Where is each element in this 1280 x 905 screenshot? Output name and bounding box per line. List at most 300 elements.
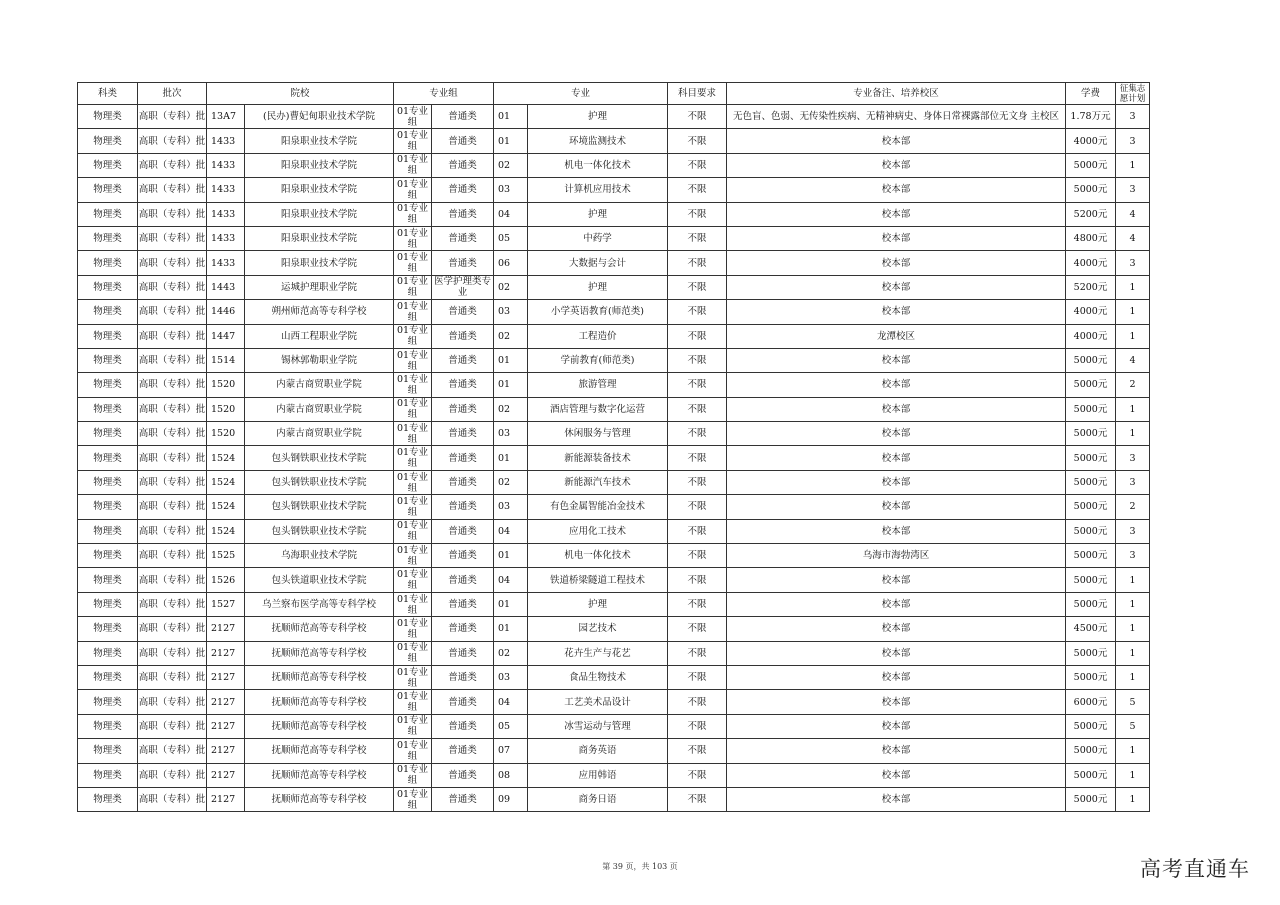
cell-remarks: 校本部	[727, 226, 1066, 250]
cell-batch: 高职（专科）批	[138, 251, 207, 275]
cell-major-name: 应用化工技术	[528, 519, 668, 543]
cell-remarks: 乌海市海勃湾区	[727, 544, 1066, 568]
cell-plan: 1	[1116, 275, 1150, 299]
cell-subject-requirement: 不限	[668, 544, 727, 568]
cell-remarks: 校本部	[727, 446, 1066, 470]
cell-category: 物理类	[78, 348, 138, 372]
cell-tuition: 5000元	[1066, 787, 1116, 811]
cell-subject-requirement: 不限	[668, 592, 727, 616]
cell-school-code: 1526	[207, 568, 245, 592]
cell-category: 物理类	[78, 251, 138, 275]
cell-plan: 3	[1116, 544, 1150, 568]
cell-plan: 1	[1116, 568, 1150, 592]
cell-subject-requirement: 不限	[668, 787, 727, 811]
cell-batch: 高职（专科）批	[138, 348, 207, 372]
cell-plan: 5	[1116, 690, 1150, 714]
cell-plan: 5	[1116, 714, 1150, 738]
table-row	[78, 592, 1150, 616]
cell-category: 物理类	[78, 763, 138, 787]
cell-group: 01专业组	[394, 397, 432, 421]
cell-school-name: 阳泉职业技术学院	[245, 129, 394, 153]
table-row	[78, 275, 1150, 299]
cell-subject-requirement: 不限	[668, 275, 727, 299]
cell-plan: 1	[1116, 763, 1150, 787]
cell-batch: 高职（专科）批	[138, 495, 207, 519]
cell-remarks: 校本部	[727, 495, 1066, 519]
table-row	[78, 665, 1150, 689]
cell-batch: 高职（专科）批	[138, 763, 207, 787]
cell-major-name: 工艺美术品设计	[528, 690, 668, 714]
cell-tuition: 5200元	[1066, 275, 1116, 299]
cell-major-name: 食品生物技术	[528, 665, 668, 689]
cell-school-code: 1520	[207, 422, 245, 446]
cell-school-name: 抚顺师范高等专科学校	[245, 714, 394, 738]
cell-batch: 高职（专科）批	[138, 129, 207, 153]
cell-tuition: 5000元	[1066, 592, 1116, 616]
cell-remarks: 校本部	[727, 300, 1066, 324]
cell-category: 物理类	[78, 519, 138, 543]
table-row	[78, 324, 1150, 348]
cell-school-name: 乌兰察布医学高等专科学校	[245, 592, 394, 616]
cell-plan: 3	[1116, 470, 1150, 494]
cell-school-code: 1447	[207, 324, 245, 348]
cell-group: 01专业组	[394, 495, 432, 519]
cell-tuition: 5000元	[1066, 495, 1116, 519]
cell-remarks: 校本部	[727, 714, 1066, 738]
page-footer: 第 39 页，共 103 页	[602, 862, 678, 871]
cell-major-code: 01	[494, 592, 528, 616]
cell-remarks: 校本部	[727, 348, 1066, 372]
cell-subject-requirement: 不限	[668, 519, 727, 543]
cell-major-name: 有色金属智能冶金技术	[528, 495, 668, 519]
cell-major-code: 01	[494, 617, 528, 641]
cell-category: 物理类	[78, 470, 138, 494]
cell-major-name: 计算机应用技术	[528, 178, 668, 202]
cell-group: 01专业组	[394, 544, 432, 568]
cell-major-code: 08	[494, 763, 528, 787]
cell-remarks: 校本部	[727, 470, 1066, 494]
cell-major-code: 02	[494, 470, 528, 494]
cell-batch: 高职（专科）批	[138, 714, 207, 738]
admissions-table	[77, 82, 1150, 812]
cell-group-type: 医学护理类专业	[432, 275, 494, 299]
cell-subject-requirement: 不限	[668, 373, 727, 397]
cell-major-name: 大数据与会计	[528, 251, 668, 275]
cell-school-code: 1524	[207, 446, 245, 470]
cell-plan: 1	[1116, 641, 1150, 665]
cell-subject-requirement: 不限	[668, 763, 727, 787]
cell-school-code: 1443	[207, 275, 245, 299]
table-row	[78, 787, 1150, 811]
cell-school-code: 2127	[207, 665, 245, 689]
cell-major-name: 工程造价	[528, 324, 668, 348]
cell-major-code: 02	[494, 324, 528, 348]
table-row	[78, 446, 1150, 470]
header-batch: 批次	[138, 83, 207, 105]
cell-group-type: 普通类	[432, 470, 494, 494]
cell-tuition: 5000元	[1066, 763, 1116, 787]
cell-plan: 3	[1116, 446, 1150, 470]
watermark-logo: 高考直通车	[1140, 857, 1250, 881]
cell-category: 物理类	[78, 153, 138, 177]
cell-remarks: 校本部	[727, 568, 1066, 592]
table-row	[78, 617, 1150, 641]
cell-school-code: 1514	[207, 348, 245, 372]
cell-subject-requirement: 不限	[668, 739, 727, 763]
table-row	[78, 714, 1150, 738]
header-row	[78, 83, 1150, 105]
table-row	[78, 226, 1150, 250]
cell-major-code: 07	[494, 739, 528, 763]
cell-category: 物理类	[78, 129, 138, 153]
table-row	[78, 105, 1150, 129]
cell-remarks: 龙潭校区	[727, 324, 1066, 348]
cell-school-name: 运城护理职业学院	[245, 275, 394, 299]
cell-group-type: 普通类	[432, 690, 494, 714]
cell-batch: 高职（专科）批	[138, 300, 207, 324]
cell-subject-requirement: 不限	[668, 178, 727, 202]
cell-category: 物理类	[78, 787, 138, 811]
cell-group: 01专业组	[394, 690, 432, 714]
cell-group: 01专业组	[394, 787, 432, 811]
cell-major-code: 02	[494, 275, 528, 299]
cell-plan: 1	[1116, 665, 1150, 689]
cell-major-code: 03	[494, 495, 528, 519]
cell-major-name: 新能源汽车技术	[528, 470, 668, 494]
table-row	[78, 178, 1150, 202]
cell-group-type: 普通类	[432, 300, 494, 324]
cell-batch: 高职（专科）批	[138, 544, 207, 568]
cell-group: 01专业组	[394, 324, 432, 348]
cell-group: 01专业组	[394, 470, 432, 494]
cell-school-name: 内蒙古商贸职业学院	[245, 373, 394, 397]
cell-school-code: 2127	[207, 714, 245, 738]
cell-group: 01专业组	[394, 422, 432, 446]
cell-category: 物理类	[78, 714, 138, 738]
cell-remarks: 校本部	[727, 202, 1066, 226]
cell-group-type: 普通类	[432, 519, 494, 543]
cell-tuition: 5000元	[1066, 397, 1116, 421]
cell-major-name: 商务英语	[528, 739, 668, 763]
cell-group: 01专业组	[394, 105, 432, 129]
cell-school-name: 阳泉职业技术学院	[245, 226, 394, 250]
cell-group-type: 普通类	[432, 592, 494, 616]
cell-major-code: 03	[494, 422, 528, 446]
cell-group-type: 普通类	[432, 153, 494, 177]
table-row	[78, 397, 1150, 421]
cell-group-type: 普通类	[432, 129, 494, 153]
table-row	[78, 373, 1150, 397]
cell-school-name: 抚顺师范高等专科学校	[245, 617, 394, 641]
cell-school-name: 阳泉职业技术学院	[245, 202, 394, 226]
cell-batch: 高职（专科）批	[138, 519, 207, 543]
cell-school-code: 1433	[207, 251, 245, 275]
cell-tuition: 4000元	[1066, 129, 1116, 153]
header-school: 院校	[207, 83, 394, 105]
cell-plan: 4	[1116, 226, 1150, 250]
cell-group-type: 普通类	[432, 348, 494, 372]
cell-category: 物理类	[78, 641, 138, 665]
cell-group-type: 普通类	[432, 324, 494, 348]
cell-school-code: 13A7	[207, 105, 245, 129]
cell-major-code: 02	[494, 641, 528, 665]
cell-plan: 4	[1116, 348, 1150, 372]
table-row	[78, 251, 1150, 275]
cell-remarks: 无色盲、色弱、无传染性疾病、无精神病史、身体日常裸露部位无文身 主校区	[727, 105, 1066, 129]
cell-remarks: 校本部	[727, 275, 1066, 299]
cell-tuition: 5000元	[1066, 348, 1116, 372]
cell-plan: 3	[1116, 251, 1150, 275]
cell-group: 01专业组	[394, 739, 432, 763]
cell-major-code: 01	[494, 348, 528, 372]
cell-school-code: 1433	[207, 153, 245, 177]
header-subject-requirement: 科目要求	[668, 83, 727, 105]
table-row	[78, 470, 1150, 494]
cell-major-name: 护理	[528, 275, 668, 299]
cell-tuition: 4000元	[1066, 300, 1116, 324]
cell-remarks: 校本部	[727, 787, 1066, 811]
cell-school-name: 包头钢铁职业技术学院	[245, 446, 394, 470]
cell-subject-requirement: 不限	[668, 641, 727, 665]
cell-subject-requirement: 不限	[668, 470, 727, 494]
cell-batch: 高职（专科）批	[138, 202, 207, 226]
cell-tuition: 5000元	[1066, 544, 1116, 568]
cell-group-type: 普通类	[432, 763, 494, 787]
table-row	[78, 422, 1150, 446]
cell-group: 01专业组	[394, 763, 432, 787]
cell-remarks: 校本部	[727, 592, 1066, 616]
cell-group: 01专业组	[394, 665, 432, 689]
cell-school-code: 2127	[207, 739, 245, 763]
cell-subject-requirement: 不限	[668, 714, 727, 738]
cell-major-name: 机电一体化技术	[528, 153, 668, 177]
cell-subject-requirement: 不限	[668, 129, 727, 153]
cell-category: 物理类	[78, 275, 138, 299]
cell-category: 物理类	[78, 397, 138, 421]
cell-batch: 高职（专科）批	[138, 446, 207, 470]
cell-batch: 高职（专科）批	[138, 641, 207, 665]
cell-category: 物理类	[78, 544, 138, 568]
cell-school-name: 内蒙古商贸职业学院	[245, 397, 394, 421]
cell-batch: 高职（专科）批	[138, 617, 207, 641]
cell-major-code: 05	[494, 226, 528, 250]
cell-tuition: 5000元	[1066, 665, 1116, 689]
cell-category: 物理类	[78, 592, 138, 616]
cell-school-code: 1524	[207, 519, 245, 543]
cell-batch: 高职（专科）批	[138, 787, 207, 811]
cell-tuition: 1.78万元	[1066, 105, 1116, 129]
cell-subject-requirement: 不限	[668, 348, 727, 372]
cell-group: 01专业组	[394, 641, 432, 665]
cell-major-name: 休闲服务与管理	[528, 422, 668, 446]
table-body	[78, 105, 1150, 812]
cell-subject-requirement: 不限	[668, 495, 727, 519]
cell-group-type: 普通类	[432, 665, 494, 689]
cell-remarks: 校本部	[727, 665, 1066, 689]
cell-remarks: 校本部	[727, 763, 1066, 787]
cell-major-name: 花卉生产与花艺	[528, 641, 668, 665]
table-row	[78, 202, 1150, 226]
cell-school-name: 抚顺师范高等专科学校	[245, 763, 394, 787]
cell-major-name: 园艺技术	[528, 617, 668, 641]
cell-group: 01专业组	[394, 178, 432, 202]
cell-subject-requirement: 不限	[668, 446, 727, 470]
header-tuition: 学费	[1066, 83, 1116, 105]
cell-tuition: 5000元	[1066, 373, 1116, 397]
cell-major-code: 02	[494, 397, 528, 421]
cell-school-code: 2127	[207, 617, 245, 641]
cell-group-type: 普通类	[432, 714, 494, 738]
cell-school-code: 1524	[207, 495, 245, 519]
cell-school-code: 1433	[207, 129, 245, 153]
cell-remarks: 校本部	[727, 690, 1066, 714]
cell-remarks: 校本部	[727, 519, 1066, 543]
cell-school-code: 1433	[207, 178, 245, 202]
cell-tuition: 5000元	[1066, 739, 1116, 763]
cell-batch: 高职（专科）批	[138, 373, 207, 397]
cell-school-name: 阳泉职业技术学院	[245, 178, 394, 202]
table-row	[78, 129, 1150, 153]
cell-major-code: 03	[494, 665, 528, 689]
cell-subject-requirement: 不限	[668, 665, 727, 689]
cell-category: 物理类	[78, 422, 138, 446]
cell-group: 01专业组	[394, 617, 432, 641]
cell-group-type: 普通类	[432, 446, 494, 470]
cell-batch: 高职（专科）批	[138, 690, 207, 714]
cell-school-name: 包头钢铁职业技术学院	[245, 495, 394, 519]
cell-remarks: 校本部	[727, 129, 1066, 153]
cell-category: 物理类	[78, 665, 138, 689]
cell-batch: 高职（专科）批	[138, 178, 207, 202]
cell-subject-requirement: 不限	[668, 226, 727, 250]
cell-category: 物理类	[78, 617, 138, 641]
table-row	[78, 568, 1150, 592]
cell-group-type: 普通类	[432, 544, 494, 568]
cell-group-type: 普通类	[432, 226, 494, 250]
cell-plan: 1	[1116, 397, 1150, 421]
cell-plan: 1	[1116, 787, 1150, 811]
table-row	[78, 153, 1150, 177]
table-row	[78, 348, 1150, 372]
cell-remarks: 校本部	[727, 739, 1066, 763]
cell-school-name: 抚顺师范高等专科学校	[245, 739, 394, 763]
cell-remarks: 校本部	[727, 641, 1066, 665]
cell-school-code: 1446	[207, 300, 245, 324]
cell-major-code: 05	[494, 714, 528, 738]
cell-major-code: 04	[494, 568, 528, 592]
cell-tuition: 4500元	[1066, 617, 1116, 641]
cell-group: 01专业组	[394, 714, 432, 738]
cell-school-name: 抚顺师范高等专科学校	[245, 641, 394, 665]
cell-group-type: 普通类	[432, 787, 494, 811]
cell-major-name: 学前教育(师范类)	[528, 348, 668, 372]
cell-tuition: 5000元	[1066, 641, 1116, 665]
table-row	[78, 519, 1150, 543]
cell-school-name: 朔州师范高等专科学校	[245, 300, 394, 324]
cell-school-name: 锡林郭勒职业学院	[245, 348, 394, 372]
cell-school-name: 山西工程职业学院	[245, 324, 394, 348]
cell-category: 物理类	[78, 178, 138, 202]
cell-group-type: 普通类	[432, 202, 494, 226]
cell-major-code: 06	[494, 251, 528, 275]
cell-plan: 3	[1116, 129, 1150, 153]
cell-batch: 高职（专科）批	[138, 153, 207, 177]
cell-school-code: 2127	[207, 690, 245, 714]
cell-group-type: 普通类	[432, 617, 494, 641]
cell-school-name: 包头铁道职业技术学院	[245, 568, 394, 592]
cell-category: 物理类	[78, 226, 138, 250]
cell-remarks: 校本部	[727, 422, 1066, 446]
cell-subject-requirement: 不限	[668, 251, 727, 275]
cell-plan: 1	[1116, 300, 1150, 324]
cell-tuition: 5000元	[1066, 519, 1116, 543]
cell-major-code: 01	[494, 105, 528, 129]
cell-major-code: 01	[494, 129, 528, 153]
cell-subject-requirement: 不限	[668, 153, 727, 177]
cell-major-name: 应用韩语	[528, 763, 668, 787]
cell-subject-requirement: 不限	[668, 422, 727, 446]
cell-remarks: 校本部	[727, 251, 1066, 275]
cell-major-code: 04	[494, 519, 528, 543]
cell-school-code: 1527	[207, 592, 245, 616]
cell-major-name: 中药学	[528, 226, 668, 250]
cell-subject-requirement: 不限	[668, 690, 727, 714]
cell-subject-requirement: 不限	[668, 617, 727, 641]
cell-subject-requirement: 不限	[668, 568, 727, 592]
cell-tuition: 4000元	[1066, 324, 1116, 348]
cell-tuition: 5000元	[1066, 422, 1116, 446]
cell-school-name: 抚顺师范高等专科学校	[245, 787, 394, 811]
cell-school-code: 2127	[207, 641, 245, 665]
table-row	[78, 641, 1150, 665]
cell-plan: 1	[1116, 739, 1150, 763]
table-row	[78, 739, 1150, 763]
cell-batch: 高职（专科）批	[138, 422, 207, 446]
header-major: 专业	[494, 83, 668, 105]
cell-subject-requirement: 不限	[668, 324, 727, 348]
cell-tuition: 4800元	[1066, 226, 1116, 250]
cell-school-name: (民办)曹妃甸职业技术学院	[245, 105, 394, 129]
cell-tuition: 5000元	[1066, 568, 1116, 592]
cell-school-code: 1433	[207, 226, 245, 250]
cell-group: 01专业组	[394, 251, 432, 275]
cell-plan: 3	[1116, 519, 1150, 543]
cell-batch: 高职（专科）批	[138, 105, 207, 129]
cell-plan: 1	[1116, 324, 1150, 348]
cell-group-type: 普通类	[432, 105, 494, 129]
cell-school-name: 包头钢铁职业技术学院	[245, 519, 394, 543]
cell-school-code: 1525	[207, 544, 245, 568]
header-major-group: 专业组	[394, 83, 494, 105]
cell-plan: 4	[1116, 202, 1150, 226]
cell-batch: 高职（专科）批	[138, 592, 207, 616]
cell-group-type: 普通类	[432, 373, 494, 397]
table-row	[78, 300, 1150, 324]
cell-remarks: 校本部	[727, 373, 1066, 397]
cell-major-name: 护理	[528, 105, 668, 129]
cell-major-code: 04	[494, 202, 528, 226]
cell-group: 01专业组	[394, 568, 432, 592]
header-plan: 征集志愿计划	[1116, 83, 1150, 105]
cell-major-name: 商务日语	[528, 787, 668, 811]
cell-group-type: 普通类	[432, 251, 494, 275]
cell-group-type: 普通类	[432, 495, 494, 519]
cell-category: 物理类	[78, 300, 138, 324]
cell-group: 01专业组	[394, 275, 432, 299]
cell-major-name: 护理	[528, 202, 668, 226]
cell-group-type: 普通类	[432, 568, 494, 592]
cell-group: 01专业组	[394, 592, 432, 616]
